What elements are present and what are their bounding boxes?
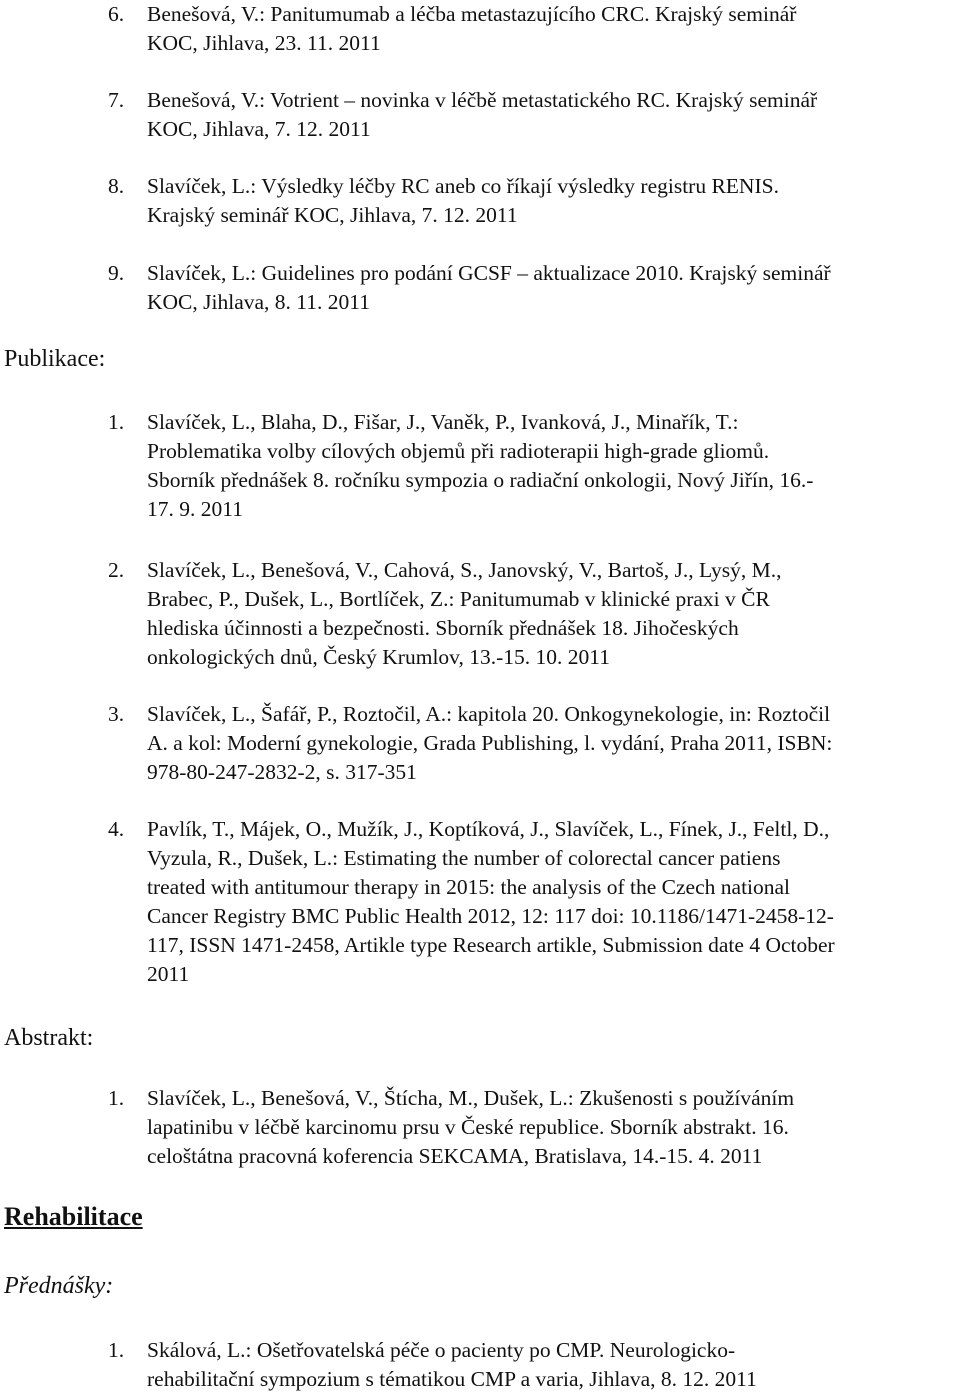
entry-line: Sborník přednášek 8. ročníku sympozia o radiační onkologii, Nový Jiřín, 16.- [147, 468, 814, 492]
lecture-number: 6. [108, 2, 125, 26]
entry-line: Slavíček, L., Benešová, V., Štícha, M., Dušek, L.: Zkušenosti s používáním [147, 1086, 795, 1110]
publication-entry [147, 408, 957, 524]
entry-line: Slavíček, L., Blaha, D., Fišar, J., Vaněk, P., Ivanková, J., Minařík, T.: [147, 410, 739, 434]
publication-entry [147, 556, 957, 672]
entry-line: Slavíček, L.: Guidelines pro podání GCSF – aktualizace 2010. Krajský seminář [147, 261, 831, 285]
entry-line: celoštátna pracovná koferencia SEKCAMA, Bratislava, 14.-15. 4. 2011 [147, 1144, 763, 1168]
lecture-number: 8. [108, 174, 125, 198]
entry-line: KOC, Jihlava, 8. 11. 2011 [147, 290, 370, 314]
section-label-abstrakt: Abstrakt: [4, 1025, 94, 1051]
entry-line: 117, ISSN 1471-2458, Artikle type Research artikle, Submission date 4 October [147, 933, 835, 957]
lecture-number: 9. [108, 261, 125, 285]
abstract-entry [147, 1084, 957, 1171]
entry-line: Skálová, L.: Ošetřovatelská péče o pacienty po CMP. Neurologicko- [147, 1338, 736, 1362]
rehab-lecture-entry [147, 1336, 957, 1394]
lecture-entry [147, 0, 957, 58]
lecture-entry [147, 259, 957, 317]
lecture-entry [147, 86, 957, 144]
entry-line: Benešová, V.: Votrient – novinka v léčbě metastatického RC. Krajský seminář [147, 88, 818, 112]
entry-line: treated with antitumour therapy in 2015: the analysis of the Czech national [147, 875, 791, 899]
entry-line: rehabilitační sympozium s tématikou CMP a varia, Jihlava, 8. 12. 2011 [147, 1367, 757, 1391]
entry-line: KOC, Jihlava, 7. 12. 2011 [147, 117, 371, 141]
entry-line: Vyzula, R., Dušek, L.: Estimating the number of colorectal cancer patiens [147, 846, 781, 870]
entry-line: hlediska účinnosti a bezpečnosti. Sborník přednášek 18. Jihočeských [147, 616, 739, 640]
entry-line: Cancer Registry BMC Public Health 2012, 12: 117 doi: 10.1186/1471-2458-12- [147, 904, 834, 928]
entry-line: KOC, Jihlava, 23. 11. 2011 [147, 31, 381, 55]
entry-line: 2011 [147, 962, 190, 986]
entry-line: 978-80-247-2832-2, s. 317-351 [147, 760, 417, 784]
publication-entry [147, 815, 957, 989]
section-heading-rehabilitace: Rehabilitace [4, 1202, 143, 1231]
publication-number: 4. [108, 817, 125, 841]
publication-number: 1. [108, 410, 125, 434]
entry-line: A. a kol: Moderní gynekologie, Grada Publishing, l. vydání, Praha 2011, ISBN: [147, 731, 833, 755]
entry-line: Krajský seminář KOC, Jihlava, 7. 12. 2011 [147, 203, 518, 227]
publication-entry [147, 700, 957, 787]
entry-line: Problematika volby cílových objemů při radioterapii high-grade gliomů. [147, 439, 770, 463]
abstract-number: 1. [108, 1086, 125, 1110]
lecture-entry [147, 172, 957, 230]
section-label-prednasky: Přednášky: [4, 1273, 114, 1299]
entry-line: Slavíček, L.: Výsledky léčby RC aneb co říkají výsledky registru RENIS. [147, 174, 779, 198]
entry-line: Benešová, V.: Panitumumab a léčba metastazujícího CRC. Krajský seminář [147, 2, 797, 26]
publication-number: 3. [108, 702, 125, 726]
section-label-publikace: Publikace: [4, 346, 106, 372]
lecture-number: 7. [108, 88, 125, 112]
entry-line: 17. 9. 2011 [147, 497, 243, 521]
entry-line: Slavíček, L., Šafář, P., Roztočil, A.: kapitola 20. Onkogynekologie, in: Roztočil [147, 702, 831, 726]
entry-line: lapatinibu v léčbě karcinomu prsu v České republice. Sborník abstrakt. 16. [147, 1115, 789, 1139]
entry-line: Slavíček, L., Benešová, V., Cahová, S., Janovský, V., Bartoš, J., Lysý, M., [147, 558, 782, 582]
publication-number: 2. [108, 558, 125, 582]
entry-line: Brabec, P., Dušek, L., Bortlíček, Z.: Panitumumab v klinické praxi v ČR [147, 587, 770, 611]
entry-line: onkologických dnů, Český Krumlov, 13.-15. 10. 2011 [147, 645, 611, 669]
entry-line: Pavlík, T., Májek, O., Mužík, J., Koptíková, J., Slavíček, L., Fínek, J., Feltl, D., [147, 817, 830, 841]
rehab-lecture-number: 1. [108, 1338, 125, 1362]
